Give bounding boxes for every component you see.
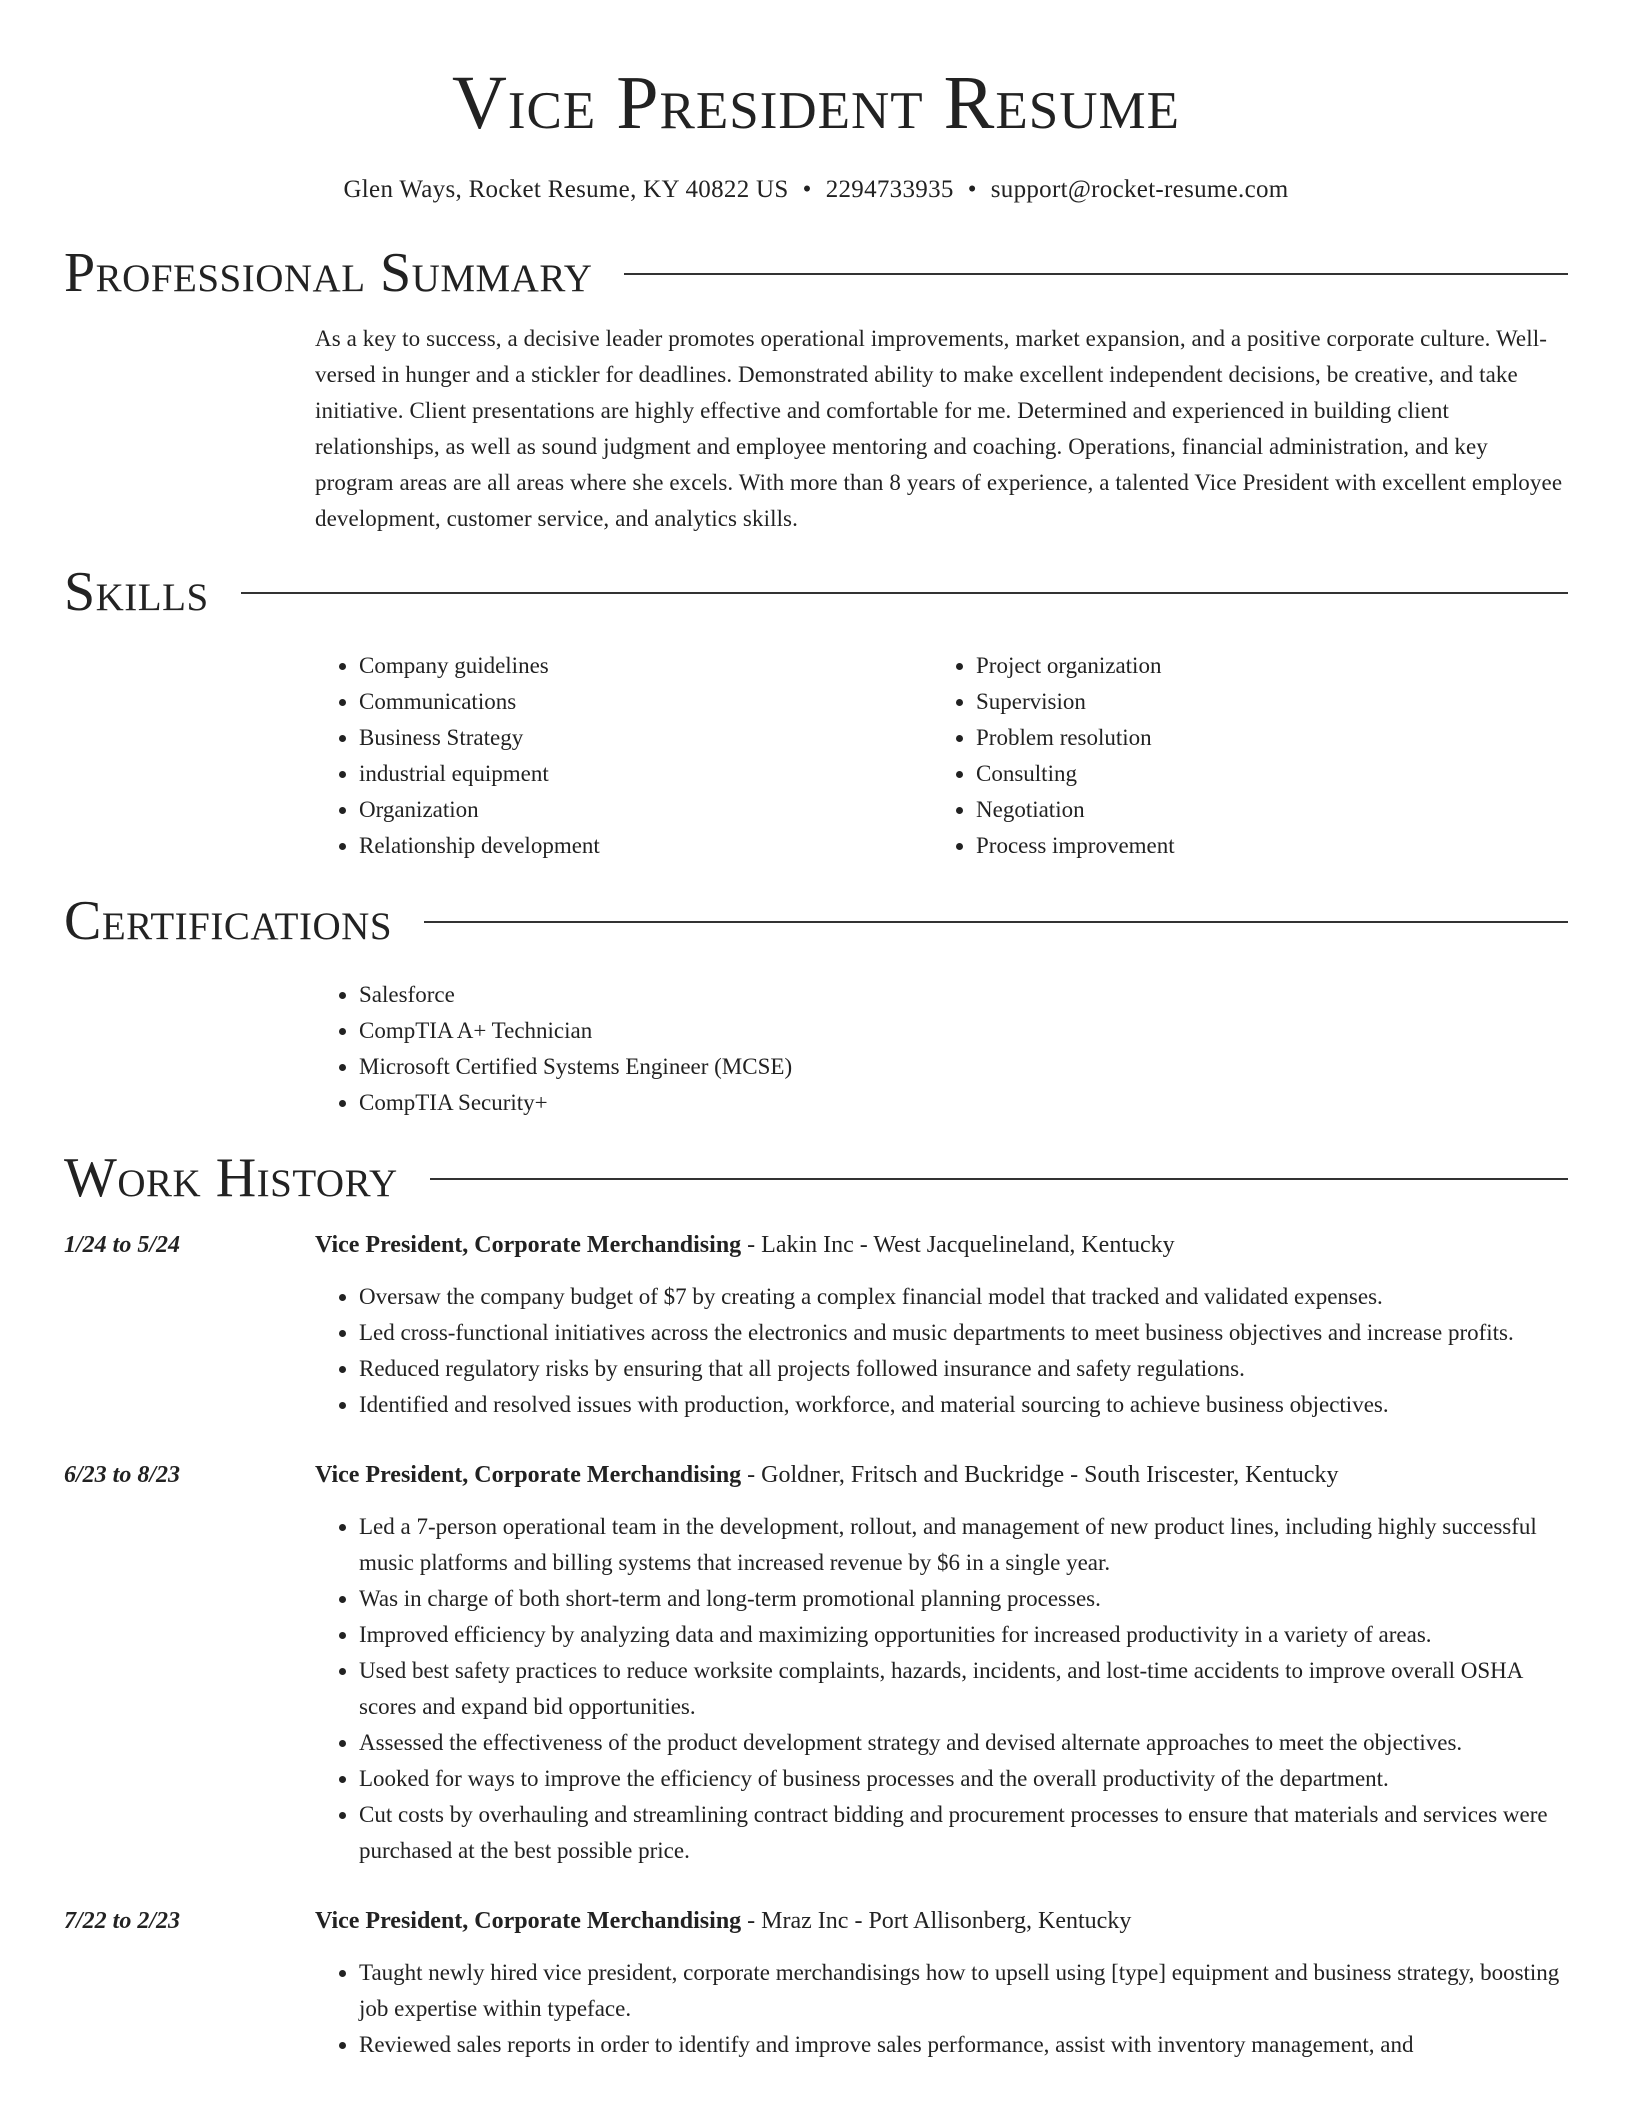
- job-dates: 7/22 to 2/23: [64, 1908, 181, 1934]
- certification-item: • CompTIA Security+: [359, 1085, 1568, 1121]
- summary-header: [64, 238, 1568, 308]
- job-title-line: [315, 1227, 1175, 1263]
- job-bullets: [315, 1509, 1568, 1869]
- job-bullet: • Led cross-functional initiatives across the electronics and music departments to meet business objectives and increase profits.: [359, 1315, 1568, 1351]
- skill-item: • Company guidelines: [359, 648, 932, 684]
- job-title: Vice President, Corporate Merchandising: [315, 1908, 742, 1934]
- certification-item: • Microsoft Certified Systems Engineer (MCSE): [359, 1049, 1568, 1085]
- job-bullet: • Led a 7-person operational team in the development, rollout, and management of new product lines, including highly successful music platforms and billing systems that increased revenue by $6 in a single year.: [359, 1509, 1568, 1581]
- summary-section: [64, 238, 1568, 537]
- skill-item: • Problem resolution: [976, 720, 1549, 756]
- resume-title: Vice President Resume: [452, 61, 1180, 145]
- job-bullets: [315, 1955, 1568, 2063]
- section-divider: [241, 592, 1568, 594]
- skill-item: • Supervision: [976, 684, 1549, 720]
- job-dates: 6/23 to 8/23: [64, 1462, 181, 1488]
- contact-line: [64, 174, 1568, 206]
- job-dates: 1/24 to 5/24: [64, 1232, 181, 1258]
- job-title: Vice President, Corporate Merchandising: [315, 1462, 742, 1488]
- certification-item: • Salesforce: [359, 977, 1568, 1013]
- contact-email[interactable]: support@rocket-resume.com: [990, 176, 1289, 203]
- skill-item: • Organization: [359, 792, 932, 828]
- job-bullet: • Oversaw the company budget of $7 by creating a complex financial model that tracked and validated expenses.: [359, 1279, 1568, 1315]
- certifications-section: [64, 886, 1568, 1121]
- skills-body: [315, 648, 1568, 864]
- skill-item: • Communications: [359, 684, 932, 720]
- job-employer-location: - Lakin Inc - West Jacquelineland, Kentucky: [741, 1232, 1175, 1258]
- job-bullet: • Looked for ways to improve the efficiency of business processes and the overall productivity of the department.: [359, 1761, 1568, 1797]
- certifications-header: [64, 886, 1568, 956]
- skill-item: • Consulting: [976, 756, 1549, 792]
- work-history-section: [64, 1143, 1568, 2063]
- job-bullet: • Reduced regulatory risks by ensuring that all projects followed insurance and safety regulations.: [359, 1351, 1568, 1387]
- skills-section: [64, 557, 1568, 864]
- skill-item: • Relationship development: [359, 828, 932, 864]
- certifications-body: [315, 977, 1568, 1121]
- skill-item: • Negotiation: [976, 792, 1549, 828]
- section-divider: [424, 921, 1568, 923]
- section-divider: [430, 1178, 1568, 1180]
- job-bullet: • Reviewed sales reports in order to identify and improve sales performance, assist with inventory management, and: [359, 2027, 1568, 2063]
- skill-item: • Project organization: [976, 648, 1549, 684]
- contact-address: Glen Ways, Rocket Resume, KY 40822 US: [343, 176, 789, 203]
- skill-item: • Business Strategy: [359, 720, 932, 756]
- contact-phone[interactable]: 2294733935: [825, 176, 954, 203]
- job-employer-location: - Mraz Inc - Port Allisonberg, Kentucky: [741, 1908, 1132, 1934]
- skills-list-right: [932, 648, 1549, 864]
- job-header: [64, 1457, 1568, 1493]
- contact-separator: •: [967, 176, 977, 203]
- skill-item: • Process improvement: [976, 828, 1549, 864]
- job-header: [64, 1227, 1568, 1263]
- job-bullets: [315, 1279, 1568, 1423]
- skills-heading: Skills: [64, 561, 209, 623]
- job-header: [64, 1903, 1568, 1939]
- certifications-heading: Certifications: [64, 890, 393, 952]
- job-entry: [64, 1457, 1568, 1869]
- certification-item: • CompTIA A+ Technician: [359, 1013, 1568, 1049]
- skills-column-right: [932, 648, 1549, 864]
- job-bullet: • Improved efficiency by analyzing data and maximizing opportunities for increased productivity in a variety of areas.: [359, 1617, 1568, 1653]
- resume-page: [64, 0, 1568, 2063]
- skills-column-left: [315, 648, 932, 864]
- skill-item: • industrial equipment: [359, 756, 932, 792]
- job-bullet: • Identified and resolved issues with production, workforce, and material sourcing to achieve business objectives.: [359, 1387, 1568, 1423]
- skills-header: [64, 557, 1568, 627]
- work-history-header: [64, 1143, 1568, 1213]
- job-bullet: • Taught newly hired vice president, corporate merchandisings how to upsell using [type] equipment and business strategy, boosting job expertise within typeface.: [359, 1955, 1568, 2027]
- job-title-line: [315, 1903, 1131, 1939]
- summary-body: [315, 321, 1568, 537]
- job-bullet: • Was in charge of both short-term and long-term promotional planning processes.: [359, 1581, 1568, 1617]
- job-bullet: • Assessed the effectiveness of the product development strategy and devised alternate approaches to meet the objectives.: [359, 1725, 1568, 1761]
- job-entry: [64, 1227, 1568, 1423]
- job-employer-location: - Goldner, Fritsch and Buckridge - South Iriscester, Kentucky: [741, 1462, 1339, 1488]
- job-entry: [64, 1903, 1568, 2063]
- summary-text: As a key to success, a decisive leader promotes operational improvements, market expansion, and a positive corporate culture. Well-versed in hunger and a stickler for deadlines. Demonstrated ability to make excellent independent decisions, be creative, and take initiative. Client presentations are highly effective and comfortable for me. Determined and experienced in building client relationships, as well as sound judgment and employee mentoring and coaching. Operations, financial administration, and key program areas are all areas where she excels. With more than 8 years of experience, a talented Vice President with excellent employee development, customer service, and analytics skills.: [315, 326, 1563, 531]
- work-history-heading: Work History: [64, 1147, 398, 1209]
- summary-heading: Professional Summary: [64, 242, 593, 304]
- certifications-list: [315, 977, 1568, 1121]
- section-divider: [624, 273, 1568, 275]
- skills-list-left: [315, 648, 932, 864]
- job-bullet: • Used best safety practices to reduce worksite complaints, hazards, incidents, and lost-time accidents to improve overall OSHA scores and expand bid opportunities.: [359, 1653, 1568, 1725]
- job-title-line: [315, 1457, 1338, 1493]
- job-title: Vice President, Corporate Merchandising: [315, 1232, 742, 1258]
- contact-separator: •: [802, 176, 812, 203]
- job-bullet: • Cut costs by overhauling and streamlining contract bidding and procurement processes to ensure that materials and services were purchased at the best possible price.: [359, 1797, 1568, 1869]
